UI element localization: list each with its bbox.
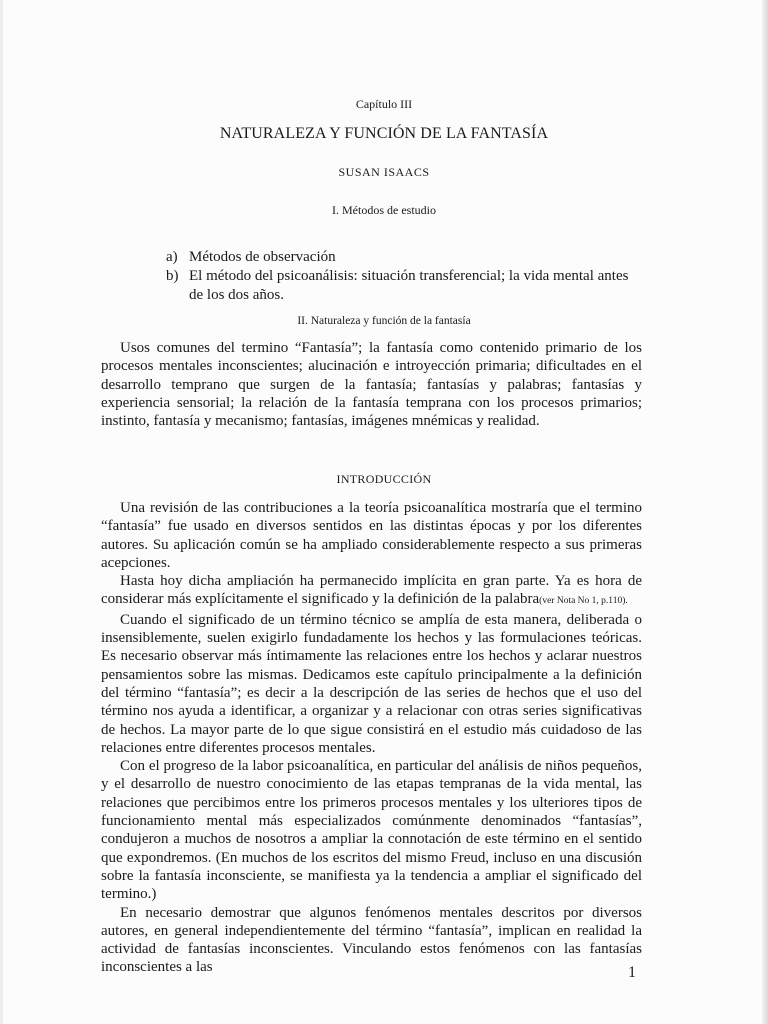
section-heading-methods: I. Métodos de estudio xyxy=(332,203,436,217)
list-item xyxy=(166,248,646,267)
list-item-text: Métodos de observación xyxy=(189,249,336,265)
list-item xyxy=(166,267,646,305)
scan-edge-right xyxy=(762,0,768,1024)
introduction-heading: INTRODUCCIÓN xyxy=(336,472,432,486)
summary-paragraph: Usos comunes del termino “Fantasía”; la fantasía como contenido primario de los procesos mentales inconscientes; alucinación e introyección primaria; dificultades en el desarrollo temprano que surgen de la fantasía; fantasías y palabras; fantasías y experiencia sensorial; la relación de la fantasía temprana con los procesos primarios; instinto, fantasía y mecanismo; fantasías, imágenes mnémicas y realidad. xyxy=(101,340,642,430)
body-paragraph-4: Con el progreso de la labor psicoanalítica, en particular del análisis de niños pequeños, y el desarrollo de nuestro conocimiento de las etapas tempranas de la vida mental, las relaciones que percibimos entre los primeros procesos mentales y los ulteriores tipos de funcionamiento mental más especializados comúnmente denominados “fantasías”, condujeron a muchos de nosotros a ampliar la connotación de este término en el sentido que expondremos. (En muchos de los escritos del mismo Freud, incluso en una discusión sobre la fantasía inconsciente, se manifiesta ya la tendencia a ampliar el significado del termino.) xyxy=(101,758,642,903)
body-paragraph-5: En necesario demostrar que algunos fenómenos mentales descritos por diversos autores, en general independientemente del término “fantasía”, implican en realidad la actividad de fantasías inconscientes. Vinculando estos fenómenos con las fantasías inconscientes a las xyxy=(101,904,642,976)
body-paragraph-2-text: Hasta hoy dicha ampliación ha permanecido implícita en gran parte. Ya es hora de considerar más explícitamente el significado y la definición de la palabra xyxy=(101,573,642,608)
body-paragraph-1: Una revisión de las contribuciones a la teoría psicoanalítica mostraría que el termino “fantasía” fue usado en diversos sentidos en las distintas épocas y por los diferentes autores. Su aplicación común se ha ampliado considerablemente respecto a sus primeras acepciones. xyxy=(101,500,642,571)
introduction-body xyxy=(101,499,642,977)
chapter-label: Capítulo III xyxy=(355,97,413,111)
footnote-reference: (ver Nota No 1, p.110). xyxy=(539,596,628,607)
body-paragraph-3: Cuando el significado de un término técnico se amplía de esta manera, deliberada o insensiblemente, suelen exigirlo fundadamente los hechos y las formulaciones teóricas. Es necesario observar más íntimamente las relaciones entre los hechos y aclarar nuestros pensamientos sobre las mismas. Dedicamos este capítulo principalmente a la definición del término “fantasía”; es decir a la descripción de las series de hechos que el uso del término nos ayuda a identificar, a organizar y a relacionar con otras series significativas de hechos. La mayor parte de lo que sigue consistirá en el estudio más cuidadoso de las relaciones entre diferentes procesos mentales. xyxy=(101,611,642,756)
body-paragraph-2 xyxy=(101,572,642,611)
author-name: SUSAN ISAACS xyxy=(338,165,430,179)
chapter-title: NATURALEZA Y FUNCIÓN DE LA FANTASÍA xyxy=(219,125,549,142)
scan-edge-left xyxy=(0,0,3,1024)
list-item-text: El método del psicoanálisis: situación transferencial; la vida mental antes de los dos años. xyxy=(189,268,629,303)
methods-list xyxy=(166,248,646,305)
list-marker: b) xyxy=(166,268,179,284)
section-heading-nature: II. Naturaleza y función de la fantasía xyxy=(297,315,471,327)
list-marker: a) xyxy=(166,249,178,265)
page-number: 1 xyxy=(628,964,636,981)
